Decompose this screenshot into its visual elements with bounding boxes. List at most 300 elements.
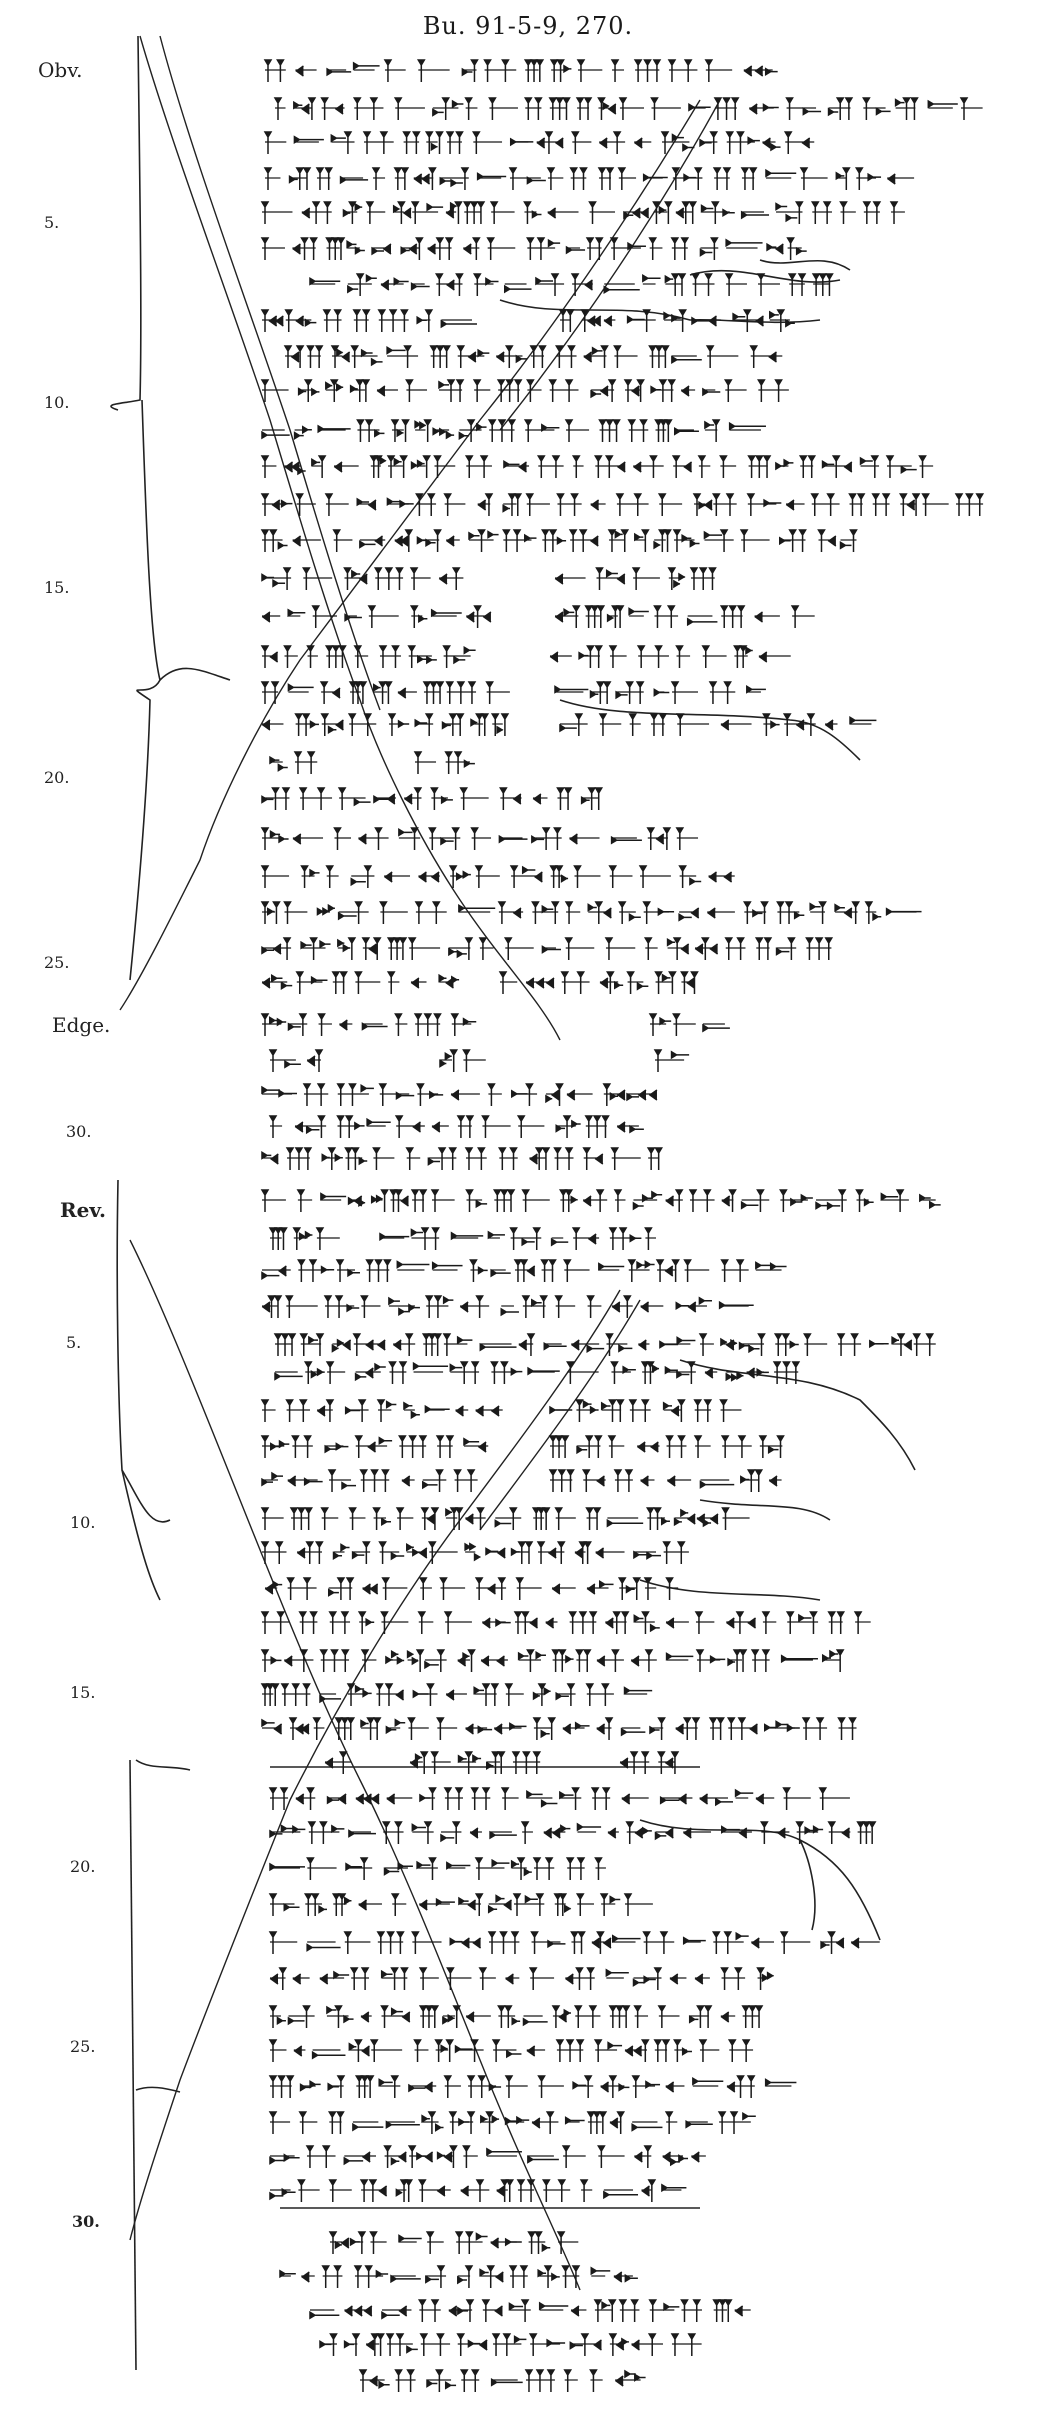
cuneiform-sign <box>270 757 288 770</box>
cuneiform-sign <box>396 2370 416 2392</box>
cuneiform-sign <box>726 938 746 960</box>
line-number: 30. <box>72 2212 100 2231</box>
cuneiform-sign <box>334 828 351 850</box>
cuneiform-sign <box>722 1190 736 1212</box>
cuneiform-sign <box>372 1190 388 1212</box>
cuneiform-sign <box>653 202 671 224</box>
cuneiform-sign <box>463 1050 485 1072</box>
cuneiform-sign <box>446 536 460 546</box>
cuneiform-sign <box>431 788 453 810</box>
cuneiform-sign <box>610 2112 624 2134</box>
cuneiform-sign <box>506 2076 528 2098</box>
cuneiform-sign <box>270 2040 286 2062</box>
cuneiform-sign <box>359 1900 382 1910</box>
cuneiform-sign <box>370 2232 386 2254</box>
cuneiform-sign <box>570 530 598 552</box>
cuneiform-sign <box>674 530 700 552</box>
cuneiform-sign <box>338 1084 374 1106</box>
cuneiform-sign <box>406 380 427 402</box>
cuneiform-sign <box>609 530 628 552</box>
cuneiform-sign <box>573 456 583 478</box>
cuneiform-sign <box>322 1148 343 1170</box>
cuneiform-sign <box>330 1612 350 1634</box>
cuneiform-sign <box>270 1932 297 1954</box>
cuneiform-sign <box>576 1650 590 1672</box>
cuneiform-sign <box>583 1190 607 1212</box>
cuneiform-sign <box>305 1362 324 1384</box>
cuneiform-sign <box>524 202 541 224</box>
cuneiform-sign <box>571 1932 584 1954</box>
cuneiform-sign <box>488 1232 505 1238</box>
cuneiform-sign <box>334 1544 350 1558</box>
cuneiform-sign <box>426 1296 453 1318</box>
cuneiform-sign <box>459 1752 482 1774</box>
cuneiform-sign <box>391 2276 421 2282</box>
cuneiform-sign <box>275 1334 295 1356</box>
cuneiform-sign <box>482 1618 510 1628</box>
cuneiform-sign <box>408 1718 428 1740</box>
cuneiform-sign <box>390 1190 408 1212</box>
cuneiform-sign <box>444 646 476 668</box>
cuneiform-sign <box>307 1942 340 1951</box>
cuneiform-sign <box>329 2112 343 2134</box>
cuneiform-sign <box>422 2112 443 2134</box>
cuneiform-sign <box>741 1470 762 1492</box>
cuneiform-sign <box>550 1436 568 1458</box>
cuneiform-sign <box>355 972 380 994</box>
cuneiform-sign <box>395 168 408 190</box>
cuneiform-sign <box>675 1510 696 1525</box>
cuneiform-sign <box>480 938 494 960</box>
cuneiform-sign <box>567 247 586 253</box>
cuneiform-sign <box>700 2040 719 2062</box>
cuneiform-sign <box>633 456 663 478</box>
cuneiform-sign <box>394 202 411 224</box>
cuneiform-sign <box>345 1148 367 1170</box>
cuneiform-sign <box>322 714 344 736</box>
cuneiform-sign <box>412 1822 433 1844</box>
cuneiform-sign <box>288 1476 323 1486</box>
cuneiform-sign <box>294 1228 313 1250</box>
cuneiform-sign <box>803 1718 827 1740</box>
cuneiform-sign <box>560 1788 581 1810</box>
cuneiform-sign <box>490 1832 517 1838</box>
cuneiform-sign <box>664 310 686 332</box>
cuneiform-sign <box>345 2334 359 2356</box>
cuneiform-sign <box>498 2006 520 2028</box>
cuneiform-sign <box>721 720 752 730</box>
cuneiform-text <box>262 60 983 2392</box>
cuneiform-sign <box>443 2006 460 2028</box>
line-number: 10. <box>44 393 70 412</box>
cuneiform-sign <box>749 456 770 478</box>
cuneiform-sign <box>734 646 752 668</box>
cuneiform-sign <box>800 456 814 478</box>
cuneiform-sign <box>262 568 291 590</box>
cuneiform-sign <box>727 2076 755 2098</box>
cuneiform-sign <box>360 536 385 547</box>
cuneiform-sign <box>781 1932 810 1954</box>
cuneiform-sign <box>476 1406 503 1416</box>
cuneiform-sign <box>555 1894 571 1916</box>
cuneiform-sign <box>464 202 484 224</box>
cuneiform-sign <box>628 310 656 332</box>
cuneiform-sign <box>270 1894 299 1916</box>
cuneiform-sign <box>426 132 442 154</box>
cuneiform-sign <box>527 1791 558 1806</box>
cuneiform-sign <box>693 2078 723 2086</box>
cuneiform-sign <box>307 346 322 368</box>
cuneiform-sign <box>344 568 367 590</box>
cuneiform-sign <box>349 1831 376 1837</box>
cuneiform-sign <box>588 1296 602 1318</box>
cuneiform-sign <box>693 274 715 296</box>
cuneiform-sign <box>321 1650 349 1672</box>
cuneiform-sign <box>586 606 604 628</box>
cuneiform-sign <box>298 1190 312 1212</box>
cuneiform-sign <box>414 168 436 190</box>
cuneiform-sign <box>265 60 286 82</box>
cuneiform-sign <box>599 132 625 154</box>
cuneiform-sign <box>481 1656 508 1666</box>
cuneiform-sign <box>670 1974 687 1984</box>
cuneiform-sign <box>452 1233 484 1239</box>
cuneiform-sign <box>325 1296 359 1318</box>
cuneiform-sign <box>556 346 576 368</box>
museum-number-heading: Bu. 91-5-9, 270. <box>422 12 634 40</box>
cuneiform-sign <box>313 2050 346 2058</box>
cuneiform-sign <box>669 568 685 590</box>
cuneiform-sign <box>527 494 550 516</box>
cuneiform-sign <box>655 420 671 442</box>
cuneiform-sign <box>681 972 697 994</box>
cuneiform-sign <box>345 615 362 621</box>
cuneiform-sign <box>331 132 354 154</box>
cuneiform-sign <box>466 456 492 478</box>
cuneiform-sign <box>489 1932 519 1954</box>
cuneiform-sign <box>265 1582 282 1594</box>
cuneiform-sign <box>664 1542 689 1564</box>
cuneiform-sign <box>382 1968 408 1990</box>
cuneiform-sign <box>441 1822 461 1844</box>
cuneiform-sign <box>374 794 396 804</box>
cuneiform-sign <box>339 902 369 924</box>
cuneiform-sign <box>612 60 624 82</box>
cuneiform-sign <box>526 978 554 988</box>
line-number: 10. <box>70 1513 96 1532</box>
cuneiform-sign <box>262 238 285 260</box>
cuneiform-sign <box>458 1116 473 1138</box>
cuneiform-sign <box>634 1612 659 1634</box>
cuneiform-sign <box>320 2334 337 2356</box>
cuneiform-sign <box>721 1400 742 1422</box>
cuneiform-sign <box>672 356 702 363</box>
cuneiform-sign <box>293 834 323 844</box>
cuneiform-sign <box>574 866 600 888</box>
cuneiform-sign <box>657 1260 679 1282</box>
cuneiform-sign <box>587 238 602 260</box>
cuneiform-sign <box>597 1650 624 1672</box>
cuneiform-sign <box>891 202 905 224</box>
cuneiform-sign <box>785 132 814 154</box>
cuneiform-sign <box>655 1050 689 1072</box>
cuneiform-sign <box>378 1932 404 1954</box>
cuneiform-sign <box>666 2082 685 2092</box>
cuneiform-sign <box>262 682 278 704</box>
cuneiform-sign <box>617 494 649 516</box>
cuneiform-sign <box>572 132 591 154</box>
cuneiform-sign <box>829 1822 851 1844</box>
cuneiform-sign <box>777 938 797 960</box>
cuneiform-sign <box>742 212 769 218</box>
cuneiform-sign <box>662 2185 686 2191</box>
cuneiform-sign <box>821 1932 844 1954</box>
cuneiform-sign <box>782 1656 818 1662</box>
cuneiform-sign <box>344 2306 371 2316</box>
cuneiform-sign <box>474 380 490 402</box>
cuneiform-sign <box>376 1684 403 1706</box>
cuneiform-sign <box>591 380 615 402</box>
cuneiform-sign <box>788 238 807 260</box>
cuneiform-sign <box>634 2146 651 2168</box>
cuneiform-sign <box>367 202 385 224</box>
cuneiform-sign <box>404 132 420 154</box>
cuneiform-sign <box>270 1864 305 1870</box>
cuneiform-sign <box>835 902 859 924</box>
cuneiform-sign <box>489 1896 512 1913</box>
cuneiform-sign <box>262 902 279 924</box>
cuneiform-sign <box>339 788 370 810</box>
cuneiform-sign <box>700 1794 733 1805</box>
line-number: 20. <box>70 1857 96 1876</box>
cuneiform-sign <box>741 530 769 552</box>
cuneiform-sign <box>432 1752 451 1774</box>
cuneiform-sign <box>485 60 517 82</box>
cuneiform-sign <box>288 684 313 692</box>
cuneiform-sign <box>262 1612 289 1634</box>
cuneiform-sign <box>560 1190 577 1212</box>
cuneiform-sign <box>633 2076 660 2098</box>
cuneiform-sign <box>801 168 828 190</box>
cuneiform-sign <box>680 866 702 888</box>
cuneiform-sign <box>387 1794 413 1804</box>
cuneiform-sign <box>555 574 586 584</box>
cuneiform-sign <box>608 606 623 628</box>
cuneiform-sign <box>660 1337 695 1347</box>
cuneiform-sign <box>697 1514 718 1526</box>
cuneiform-sign <box>702 202 735 224</box>
cuneiform-sign <box>629 420 649 442</box>
cuneiform-sign <box>330 2180 352 2202</box>
cuneiform-sign <box>409 2082 436 2092</box>
cuneiform-sign <box>715 98 738 120</box>
cuneiform-sign <box>433 1263 463 1270</box>
cuneiform-sign <box>641 2180 654 2202</box>
cuneiform-sign <box>262 1650 281 1672</box>
cuneiform-sign <box>812 494 840 516</box>
cuneiform-sign <box>478 173 507 179</box>
cuneiform-sign <box>494 1723 526 1734</box>
cuneiform-sign <box>433 98 464 120</box>
cuneiform-sign <box>602 1400 624 1422</box>
cuneiform-sign <box>629 1260 655 1282</box>
cuneiform-sign <box>303 568 332 590</box>
cuneiform-sign <box>500 788 521 810</box>
cuneiform-sign <box>302 202 332 224</box>
cuneiform-sign <box>820 1788 850 1810</box>
cuneiform-sign <box>610 1228 641 1250</box>
cuneiform-sign <box>713 1932 748 1954</box>
cuneiform-sign <box>607 1518 643 1526</box>
cuneiform-sign <box>595 456 625 478</box>
cuneiform-sign <box>423 1334 440 1356</box>
cuneiform-sign <box>443 714 464 736</box>
cuneiform-sign <box>388 938 406 960</box>
cuneiform-sign <box>703 389 720 395</box>
cuneiform-sign <box>327 69 351 75</box>
cuneiform-sign <box>533 1508 549 1530</box>
cuneiform-sign <box>296 714 319 736</box>
cuneiform-sign <box>789 274 805 296</box>
cuneiform-sign <box>598 2146 624 2168</box>
cuneiform-sign <box>590 2370 602 2392</box>
cuneiform-sign <box>262 430 290 438</box>
cuneiform-sign <box>401 238 422 260</box>
cuneiform-sign <box>505 938 533 960</box>
cuneiform-sign <box>625 380 644 402</box>
cuneiform-sign <box>369 606 399 628</box>
cuneiform-sign <box>597 1718 612 1740</box>
cuneiform-sign <box>343 202 362 224</box>
cuneiform-sign <box>270 2189 296 2199</box>
cuneiform-sign <box>519 1650 546 1672</box>
cuneiform-sign <box>262 1684 278 1706</box>
cuneiform-sign <box>655 2040 669 2062</box>
cuneiform-sign <box>339 1020 352 1030</box>
cuneiform-sign <box>823 456 852 478</box>
cuneiform-sign <box>527 2046 545 2056</box>
cuneiform-sign <box>382 2306 412 2318</box>
cuneiform-sign <box>346 1400 369 1422</box>
cuneiform-sign <box>458 346 490 368</box>
cuneiform-sign <box>356 2076 373 2098</box>
cuneiform-sign <box>780 530 806 552</box>
cuneiform-sign <box>720 1302 754 1308</box>
cuneiform-sign <box>637 1442 659 1452</box>
cuneiform-sign <box>419 2180 450 2202</box>
cuneiform-sign <box>427 2232 444 2254</box>
cuneiform-sign <box>296 1788 316 1810</box>
cuneiform-sign <box>774 1362 799 1384</box>
cuneiform-sign <box>728 1718 757 1740</box>
cuneiform-sign <box>736 1790 754 1798</box>
cuneiform-sign <box>491 1270 511 1276</box>
cuneiform-sign <box>500 972 517 994</box>
cuneiform-sign <box>305 1894 327 1916</box>
cuneiform-sign <box>478 494 492 516</box>
cuneiform-sign <box>699 456 710 478</box>
cuneiform-sign <box>674 2040 692 2062</box>
cuneiform-sign <box>612 1148 641 1170</box>
cuneiform-sign <box>355 2266 388 2288</box>
cuneiform-sign <box>512 1858 532 1880</box>
cuneiform-sign <box>595 2300 615 2322</box>
cuneiform-sign <box>592 1788 610 1810</box>
cuneiform-sign <box>756 938 771 960</box>
cuneiform-sign <box>850 494 865 516</box>
cuneiform-sign <box>436 274 462 296</box>
cuneiform-sign <box>695 1436 711 1458</box>
cuneiform-sign <box>572 274 593 296</box>
cuneiform-sign <box>755 612 780 622</box>
cuneiform-sign <box>388 972 399 994</box>
cuneiform-sign <box>751 1938 774 1948</box>
cuneiform-sign <box>326 380 343 402</box>
cuneiform-sign <box>630 714 641 736</box>
cuneiform-sign <box>510 2266 528 2288</box>
cuneiform-sign <box>525 98 541 120</box>
cuneiform-sign <box>328 2076 344 2098</box>
cuneiform-sign <box>642 1362 659 1384</box>
cuneiform-sign <box>829 1612 844 1634</box>
cuneiform-sign <box>458 2334 487 2356</box>
cuneiform-sign <box>710 682 735 704</box>
cuneiform-sign <box>598 98 615 120</box>
cuneiform-sign <box>518 2180 534 2202</box>
cuneiform-sign <box>627 1090 657 1100</box>
cuneiform-sign <box>676 1298 712 1312</box>
cuneiform-sign <box>327 238 344 260</box>
cuneiform-sign <box>691 2152 706 2162</box>
cuneiform-sign <box>571 168 587 190</box>
cuneiform-sign <box>474 1684 498 1706</box>
cuneiform-sign <box>659 494 682 516</box>
cuneiform-sign <box>388 456 407 478</box>
cuneiform-sign <box>455 1470 478 1492</box>
cuneiform-sign <box>402 1476 415 1486</box>
cuneiform-sign <box>666 1190 683 1212</box>
cuneiform-sign <box>499 836 527 842</box>
cuneiform-sign <box>700 132 717 154</box>
cuneiform-sign <box>418 60 449 82</box>
cuneiform-sign <box>294 137 323 143</box>
cuneiform-sign <box>590 202 615 224</box>
cuneiform-sign <box>336 1718 354 1740</box>
cuneiform-sign <box>354 310 369 332</box>
cuneiform-sign <box>650 1014 671 1036</box>
cuneiform-sign <box>706 60 732 82</box>
cuneiform-sign <box>439 975 459 988</box>
cuneiform-sign <box>695 1974 710 1984</box>
cuneiform-sign <box>322 98 345 120</box>
cuneiform-sign <box>411 978 427 988</box>
cuneiform-sign <box>404 1403 420 1418</box>
cuneiform-sign <box>295 427 312 439</box>
cuneiform-sign <box>392 420 409 442</box>
cuneiform-sign <box>514 1894 544 1916</box>
cuneiform-sign <box>707 908 735 918</box>
cuneiform-sign <box>599 1264 624 1270</box>
cuneiform-sign <box>356 1436 392 1458</box>
cuneiform-sign <box>444 1334 473 1356</box>
cuneiform-sign <box>472 828 491 850</box>
cuneiform-sign <box>813 274 832 296</box>
cuneiform-sign <box>692 316 721 326</box>
cuneiform-sign <box>532 902 558 924</box>
cuneiform-sign <box>441 320 477 327</box>
cuneiform-sign <box>675 428 699 434</box>
cuneiform-sign <box>551 866 568 888</box>
